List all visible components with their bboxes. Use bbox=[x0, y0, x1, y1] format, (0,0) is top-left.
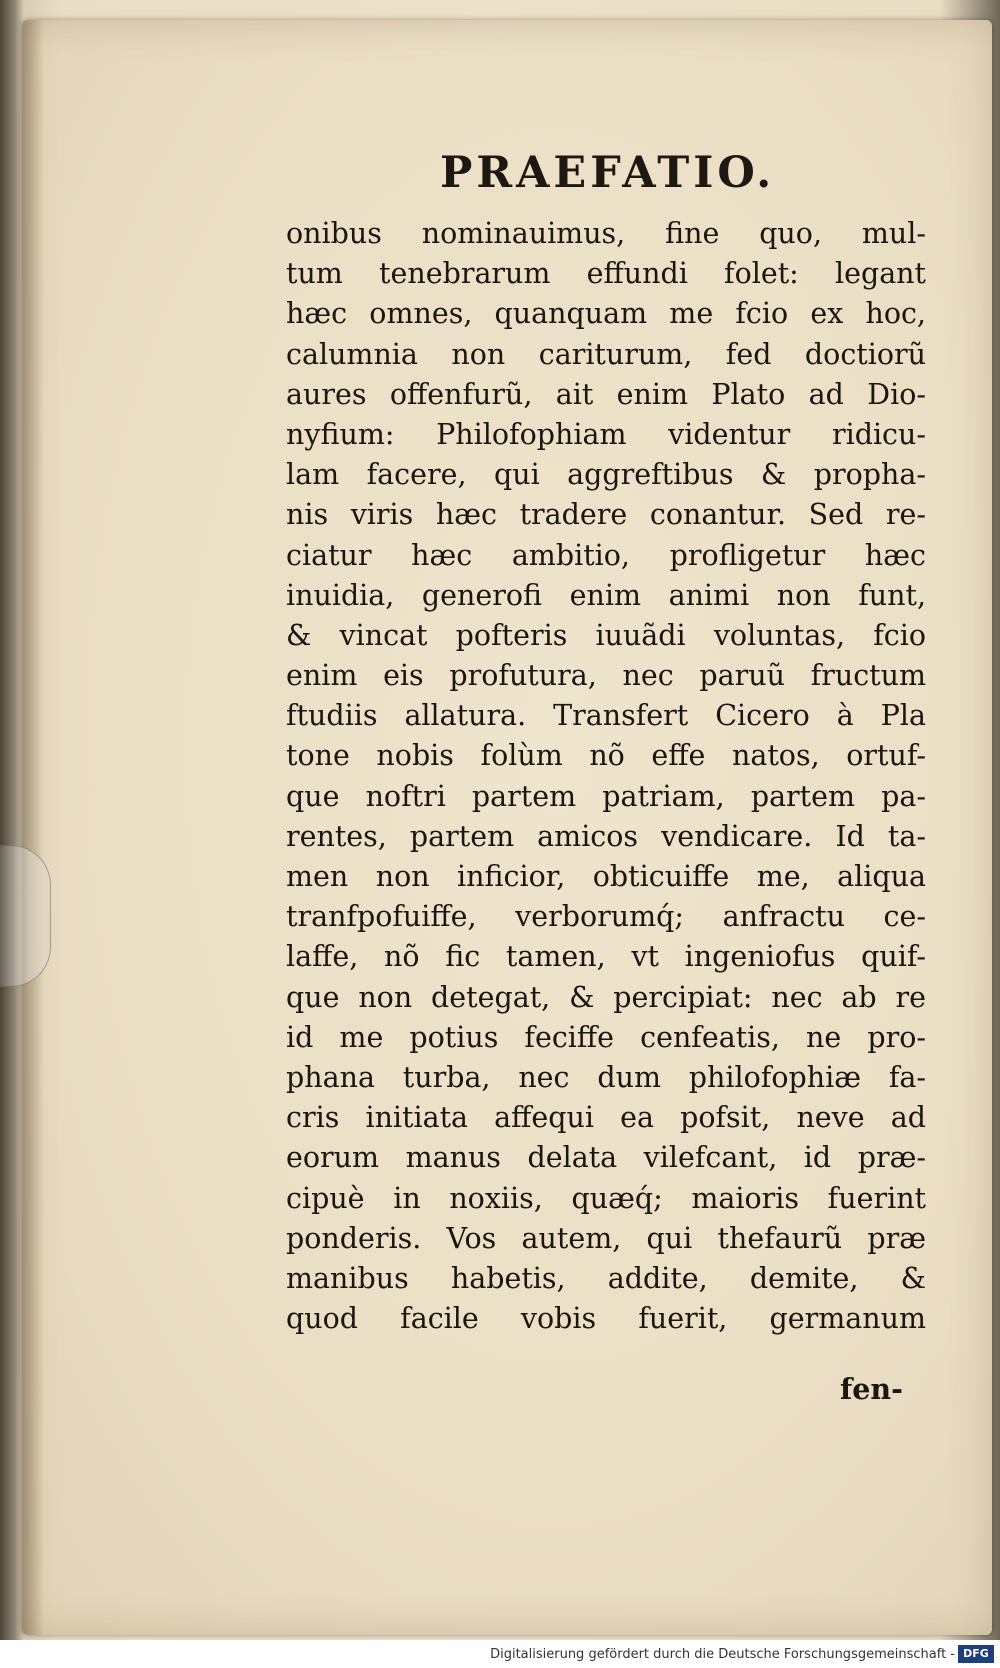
page-clip bbox=[0, 845, 51, 987]
catchword: fen- bbox=[840, 1372, 903, 1406]
text-line: & vincat pofteris iuuãdi voluntas, fcio bbox=[286, 618, 926, 652]
text-line: quod facile vobis fuerit, germanum bbox=[286, 1302, 926, 1336]
text-line: que non detegat, & percipiat: nec ab re bbox=[286, 980, 926, 1014]
text-line: nis viris hæc tradere conantur. Sed re- bbox=[286, 498, 926, 532]
text-line: inuidia, generofi enim animi non funt, bbox=[286, 578, 926, 612]
text-line: nyfium: Philofophiam videntur ridicu- bbox=[286, 417, 926, 451]
running-head: PRAEFATIO. bbox=[440, 148, 776, 198]
text-line: tone nobis folùm nõ effe natos, ortuf- bbox=[286, 739, 926, 773]
text-line: hæc omnes, quanquam me fcio ex hoc, bbox=[286, 297, 926, 331]
text-line: calumnia non cariturum, fed doctiorũ bbox=[286, 337, 926, 371]
text-line: men non inficior, obticuiffe me, aliqua bbox=[286, 860, 926, 893]
text-line: tum tenebrarum effundi folet: legant bbox=[286, 257, 926, 291]
page-gutter-shadow bbox=[22, 20, 44, 1635]
text-line: que noftri partem patriam, partem pa- bbox=[286, 779, 926, 813]
text-line: lam facere, qui aggreftibus & propha- bbox=[286, 458, 926, 492]
text-line: ftudiis allatura. Transfert Cicero à Pla bbox=[286, 699, 926, 733]
text-line: cipuè in noxiis, quæq́; maioris fuerint bbox=[286, 1181, 926, 1215]
text-line: enim eis profutura, nec paruũ fructum bbox=[286, 659, 926, 693]
text-line: tranfpofuiffe, verborumq́; anfractu ce- bbox=[286, 900, 926, 934]
funding-credit: Digitalisierung gefördert durch die Deutsche Forschungsgemeinschaft - bbox=[490, 1647, 955, 1662]
text-line: aures offenfurũ, ait enim Plato ad Dio- bbox=[286, 377, 926, 411]
text-block bbox=[286, 214, 926, 1339]
text-line: ponderis. Vos autem, qui thefaurũ præ bbox=[286, 1221, 926, 1255]
text-line: id me potius feciffe cenfeatis, ne pro- bbox=[286, 1020, 926, 1054]
text-line: phana turba, nec dum philofophiæ fa- bbox=[286, 1060, 926, 1094]
text-line: rentes, partem amicos vendicare. Id ta- bbox=[286, 819, 926, 853]
dfg-logo: DFG bbox=[958, 1645, 994, 1663]
text-line: eorum manus delata vilefcant, id præ- bbox=[286, 1141, 926, 1175]
text-line: onibus nominauimus, fine quo, mul- bbox=[286, 217, 926, 250]
text-line: ciatur hæc ambitio, profligetur hæc bbox=[286, 538, 926, 572]
text-line: manibus habetis, addite, demite, & bbox=[286, 1261, 926, 1295]
text-line: laffe, nõ fic tamen, vt ingeniofus quif- bbox=[286, 940, 926, 974]
text-line: cris initiata affequi ea pofsit, neve ad bbox=[286, 1101, 926, 1135]
